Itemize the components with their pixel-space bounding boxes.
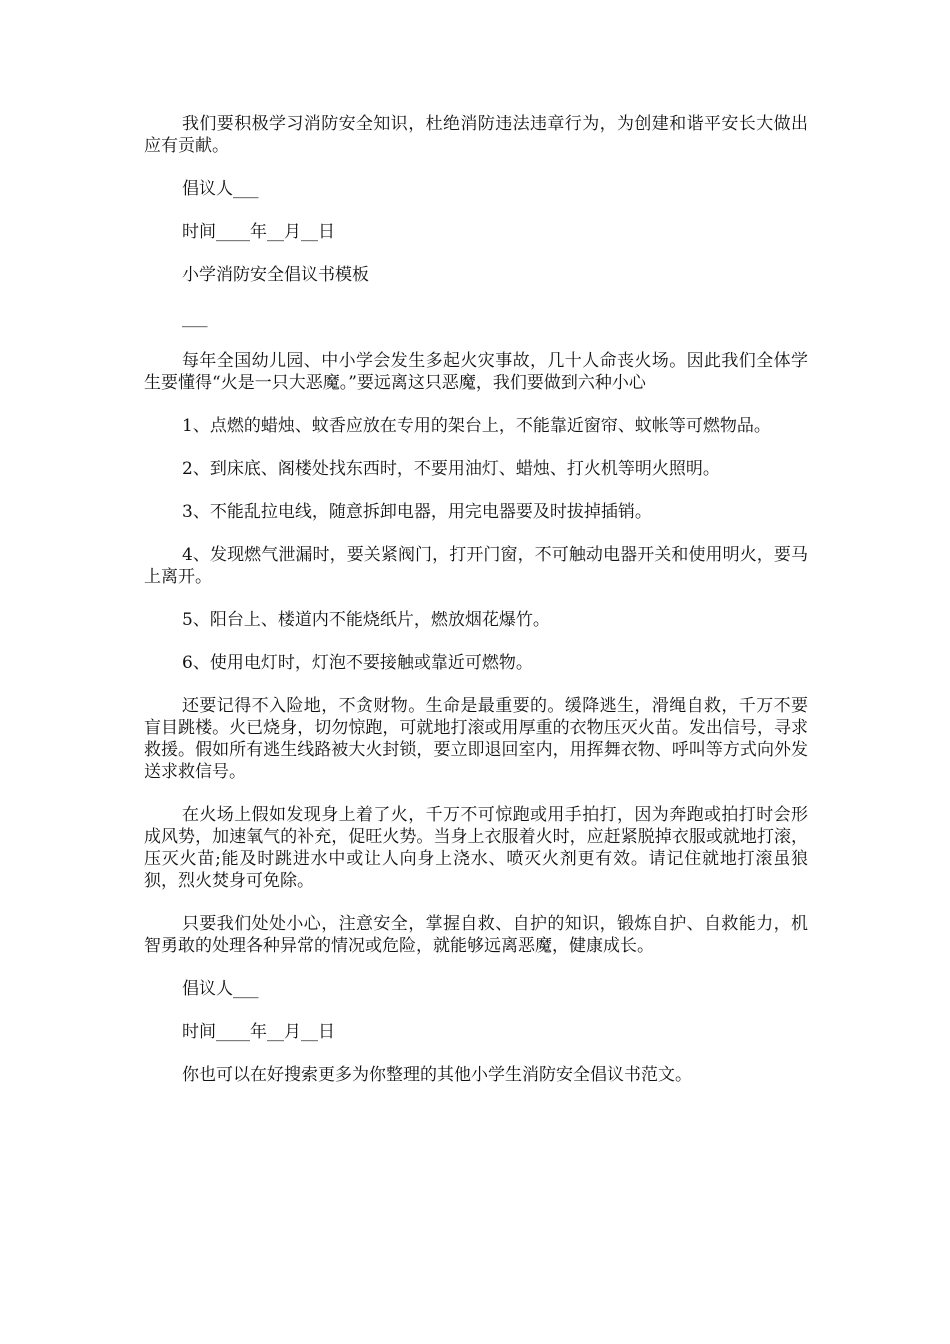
list-item-3: 3、不能乱拉电线，随意拆卸电器，用完电器要及时拔掉插销。 — [182, 502, 652, 522]
paragraph-on-fire: 在火场上假如发现身上着了火，千万不可惊跑或用手拍打，因为奔跑或拍打时会形成风势，加速氧气的补充，促旺火势。当身上衣服着火时，应赶紧脱掉衣服或就地打滚，压灭火苗;能及时跳进水中或让人向身上浇水、喷灭火剂更有效。请记住就地打滚虽狼狈，烈火焚身可免除。 — [144, 805, 808, 891]
paragraph-intro: 每年全国幼儿园、中小学会发生多起火灾事故，几十人命丧火场。因此我们全体学生要懂得“火是一只大恶魔。”要远离这只恶魔，我们要做到六种小心 — [144, 351, 808, 393]
paragraph-conclusion: 只要我们处处小心，注意安全，掌握自救、自护的知识，锻炼自护、自救能力，机智勇敢的处理各种异常的情况或危险，就能够远离恶魔，健康成长。 — [144, 914, 808, 956]
signature-proposer-2: 倡议人___ — [182, 979, 259, 999]
list-item-6: 6、使用电灯时，灯泡不要接触或靠近可燃物。 — [182, 653, 533, 673]
title-underline: ___ — [182, 308, 208, 328]
list-item-1: 1、点燃的蜡烛、蚊香应放在专用的架台上，不能靠近窗帘、蚊帐等可燃物品。 — [182, 416, 771, 436]
document-body — [144, 113, 808, 1107]
signature-proposer-1: 倡议人___ — [182, 179, 259, 199]
list-item-5: 5、阳台上、楼道内不能烧纸片，燃放烟花爆竹。 — [182, 610, 550, 630]
list-item-4: 4、发现燃气泄漏时，要关紧阀门，打开门窗，不可触动电器开关和使用明火，要马上离开。 — [144, 545, 808, 587]
paragraph-escape: 还要记得不入险地，不贪财物。生命是最重要的。缓降逃生，滑绳自救，千万不要盲目跳楼。火已烧身，切勿惊跑，可就地打滚或用厚重的衣物压灭火苗。发出信号，寻求救援。假如所有逃生线路被大火封锁，要立即退回室内，用挥舞衣物、呼叫等方式向外发送求救信号。 — [144, 696, 808, 782]
paragraph-footer-note: 你也可以在好搜索更多为你整理的其他小学生消防安全倡议书范文。 — [182, 1065, 692, 1085]
paragraph-contribution: 我们要积极学习消防安全知识，杜绝消防违法违章行为，为创建和谐平安长大做出应有贡献。 — [144, 114, 808, 156]
signature-date-1: 时间____年__月__日 — [182, 222, 335, 242]
section-title: 小学消防安全倡议书模板 — [182, 265, 369, 285]
list-item-2: 2、到床底、阁楼处找东西时，不要用油灯、蜡烛、打火机等明火照明。 — [182, 459, 720, 479]
signature-date-2: 时间____年__月__日 — [182, 1022, 335, 1042]
